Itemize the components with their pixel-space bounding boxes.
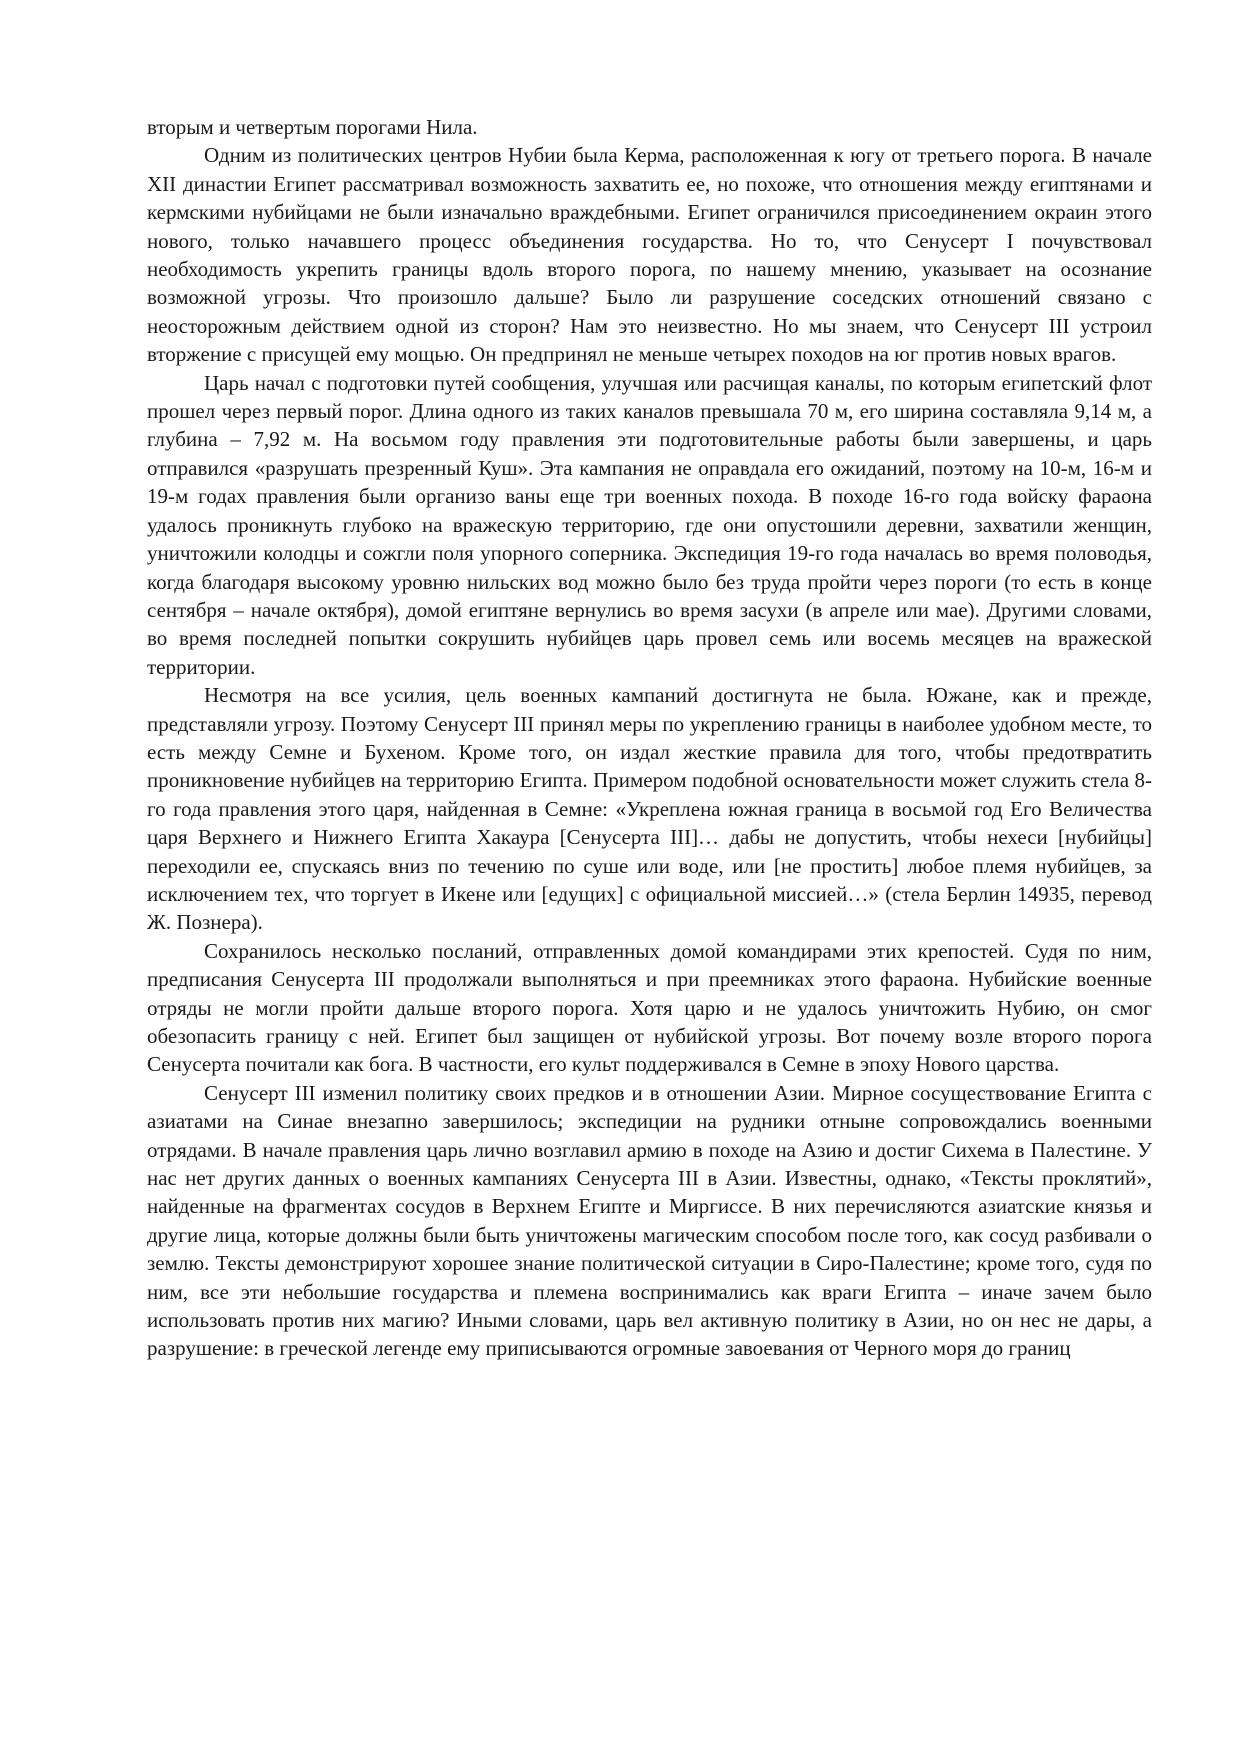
paragraph-fortress-letters: Сохранилось несколько посланий, отправленных домой командирами этих крепостей. Судя по ним, предписания Сенусерта III продолжали выполняться и при преемниках этого фараона. Нубийские военные отряды не могли пройти дальше второго порога. Хотя царю и не удалось уничтожить Нубию, он смог обезопасить границу с ней. Египет был защищен от нубийской угрозы. Вот почему возле второго порога Сенусерта почитали как бога. В частности, его культ поддерживался в Семне в эпоху Нового царства.	[147, 938, 1152, 1077]
paragraph-border: Несмотря на все усилия, цель военных кампаний достигнута не была. Южане, как и прежде, представляли угрозу. Поэтому Сенусерт III принял меры по укреплению границы в наиболее удобном месте, то есть между Семне и Бухеном. Кроме того, он издал жесткие правила для того, чтобы предотвратить проникновение нубийцев на территорию Египта. Примером подобной основательности может служить стела 8-го года правления этого царя, найденная в Семне: «Укреплена южная граница в восьмой год Его Величества царя Верхнего и Нижнего Египта Хакаура [Сенусерта III]… дабы не допустить, чтобы нехеси [нубийцы] переходили ее, спускаясь вниз по течению по суше или воде, или [не простить] любое племя нубийцев, за исключением тех, что торгует в Икене или [едущих] с официальной миссией…» (стела Берлин 14935, перевод Ж. Познера).	[147, 683, 1152, 935]
paragraph-kerma: Одним из политических центров Нубии была Керма, расположенная к югу от третьего порога. В начале XII династии Египет рассматривал возможность захватить ее, но похоже, что отношения между египтянами и кермскими нубийцами не были изначально враждебными. Египет ограничился присоединением окраин этого нового, только начавшего процесс объединения государства. Но то, что Сенусерт I почувствовал необходимость укрепить границы вдоль второго порога, по нашему мнению, указывает на осознание возможной угрозы. Что произошло дальше? Было ли разрушение соседских отношений связано с неосторожным действием одной из сторон? Нам это неизвестно. Но мы знаем, что Сенусерт III устроил вторжение с присущей ему мощью. Он предпринял не меньше четырех походов на юг против новых врагов.	[147, 143, 1152, 367]
paragraph-campaigns: Царь начал с подготовки путей сообщения, улучшая или расчищая каналы, по которым египетский флот прошел через первый порог. Длина одного из таких каналов превышала 70 м, его ширина составляла 9,14 м, а глубина – 7,92 м. На восьмом году правления эти подготовительные работы были завершены, и царь отправился «разрушать презренный Куш». Эта кампания не оправдала его ожиданий, поэтому на 10-м, 16-м и 19-м годах правления были организо ваны еще три военных похода. В походе 16-го года войску фараона удалось проникнуть глубоко на вражескую территорию, где они опустошили деревни, захватили женщин, уничтожили колодцы и сожгли поля упорного соперника. Экспедиция 19-го года началась во время половодья, когда благодаря высокому уровню нильских вод можно было без труда пройти через пороги (то есть в конце сентября – начале октября), домой египтяне вернулись во время засухи (в апреле или мае). Другими словами, во время последней попытки сокрушить нубийцев царь провел семь или восемь месяцев на вражеской территории.	[147, 370, 1152, 679]
paragraph-continuation: вторым и четвертым порогами Нила.	[147, 115, 478, 139]
paragraph-asia: Сенусерт III изменил политику своих предков и в отношении Азии. Мирное сосуществование Египта с азиатами на Синае внезапно завершилось; экспедиции на рудники отныне сопровождались военными отрядами. В начале правления царь лично возглавил армию в походе на Азию и достиг Сихема в Палестине. У нас нет других данных о военных кампаниях Сенусерта III в Азии. Известны, однако, «Тексты проклятий», найденные на фрагментах сосудов в Верхнем Египте и Миргиссе. В них перечисляются азиатские князья и другие лица, которые должны были быть уничтожены магическим способом после того, как сосуд разбивали о землю. Тексты демонстрируют хорошее знание политической ситуации в Сиро-Палестине; кроме того, судя по ним, все эти небольшие государства и племена воспринимались как враги Египта – иначе зачем было использовать против них магию? Иными словами, царь вел активную политику в Азии, но он нес не дары, а разрушение: в греческой легенде ему приписываются огромные завоевания от Черного моря до границ	[147, 1080, 1152, 1361]
document-page	[147, 113, 1152, 1363]
